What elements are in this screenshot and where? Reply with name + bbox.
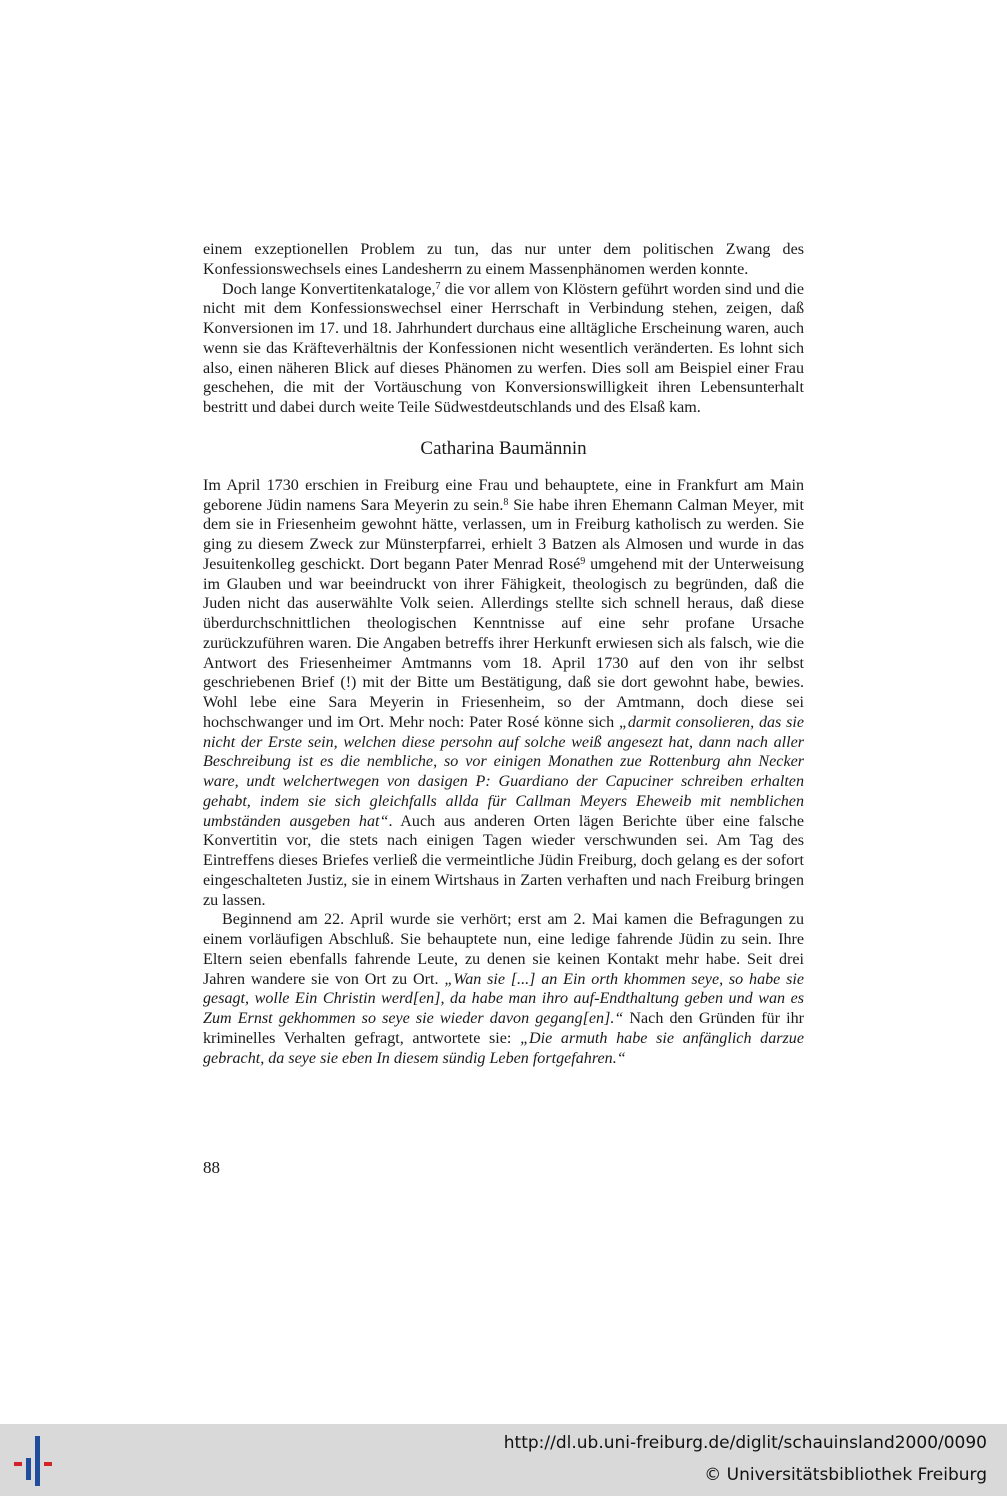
body-paragraph bbox=[203, 240, 804, 280]
section-paragraphs bbox=[203, 476, 804, 1069]
body-paragraph bbox=[203, 476, 804, 911]
footnote-marker: 8 bbox=[503, 496, 509, 508]
text-segment: Nach den Gründen für ihr kriminelles Verhalten gefragt, antwortete sie: bbox=[203, 1010, 805, 1047]
section-heading: Catharina Baumännin bbox=[420, 437, 587, 459]
body-paragraph bbox=[203, 280, 804, 418]
footnote-marker: 9 bbox=[580, 555, 586, 567]
text-segment: Beginnend am 22. April wurde sie verhört; erst am 2. Mai kamen die Befragungen zu einem vorläufigen Abschluß. Sie behauptete nun, eine ledige fahrende Jüdin zu sein. Ihre Eltern seien ebenfalls fahrende Leute, zu denen sie keinen Kontakt mehr habe. Seit drei Jahren wandere sie von Ort zu Ort. bbox=[203, 911, 804, 988]
footnote-marker: 7 bbox=[435, 280, 441, 292]
footer-bar bbox=[0, 1424, 1007, 1496]
body-paragraph bbox=[203, 910, 804, 1068]
ub-freiburg-logo-icon bbox=[12, 1432, 68, 1490]
text-segment: Doch lange Konvertitenkataloge, bbox=[222, 280, 436, 298]
text-segment: umgehend mit der Unterweisung im Glauben und war beeindruckt von ihrer Fähigkeit, theologisch zu begründen, daß die Juden nicht das auserwählte Volk seien. Allerdings stellte sich schnell heraus, daß diese überdurchschnittlichen theologischen Kenntnisse auf eine sehr profane Ursache zurückzuführen waren. Die Angaben betreffs ihrer Herkunft erwiesen sich als falsch, wie die Antwort des Friesenheimer Amtmanns vom 18. April 1730 auf den von ihr selbst geschriebenen Brief (!) mit der Bitte um Bestätigung, daß sie dort gewohnt habe, bewies. Wohl lebe eine Sara Meyerin in Friesenheim, so der Amtmann, doch diese sei hochschwanger und im Ort. Mehr noch: Pater Rosé könne sich bbox=[203, 555, 804, 731]
text-column bbox=[203, 240, 804, 1068]
text-segment: Im April 1730 erschien in Freiburg eine Frau und behauptete, eine in Frankfurt am Main geborene Jüdin namens Sara Meyerin zu sein. bbox=[203, 476, 804, 514]
text-segment: . Auch aus anderen Orten lägen Berichte über eine falsche Konvertitin vor, die stets nach einigen Tagen wieder verschwunden sei. Am Tag des Eintreffens dieses Briefes verließ die vermeintliche Jüdin Freiburg, doch gelang es der sofort eingeschalteten Justiz, sie in einem Wirtshaus in Zarten verhaften und nach Freiburg bringen zu lassen. bbox=[203, 812, 804, 909]
text-segment: die vor allem von Klöstern geführt worden sind und die nicht mit dem Konfessionswechsel einer Herrschaft in Verbindung stehen, zeigen, daß Konversionen im 17. und 18. Jahrhundert durchaus eine alltägliche Erscheinung waren, auch wenn sie das Kräfteverhältnis der Konfessionen nicht wesentlich veränderten. Es lohnt sich also, einen näheren Blick auf dieses Phänomen zu werfen. Dies soll am Beispiel einer Frau geschehen, die mit der Vortäuschung von Konversionswilligkeit ihren Lebensunterhalt bestritt und dabei durch weite Teile Südwestdeutschlands und des Elsaß kam. bbox=[203, 280, 804, 416]
intro-paragraphs bbox=[203, 240, 804, 418]
footer-copyright: © Universitätsbibliothek Freiburg bbox=[704, 1465, 987, 1485]
quotation-text: „darmit consolieren, das sie nicht der Erste sein, welchen diese persohn auf solche weiß angesezt hat, dann nach aller Beschreibung ist es die nembliche, so vor einigen Monathen zue Rottenburg ahn Necker ware, undt welchertwegen von dasigen P: Guardiano der Capuciner schreiben erhalten gehabt, indem sie sich gleichfalls allda für Callman Meyers Eheweib mit nemblichen umbständen ausgeben hat“ bbox=[203, 713, 804, 830]
text-segment: einem exzeptionellen Problem zu tun, das nur unter dem politischen Zwang des Konfessionswechsels eines Landesherrn zu einem Massenphänomen werden konnte. bbox=[203, 241, 804, 278]
quotation-text: „Die armuth habe sie anfänglich darzue gebracht, da seye sie eben In diesem sündig Leben fortgefahren.“ bbox=[203, 1029, 804, 1067]
quotation-text: „Wan sie [...] an Ein orth khommen seye, so habe sie gesagt, wolle Ein Christin werd[en], da habe man ihro auf-Endthaltung geben und wan es Zum Ernst gekhommen so seye sie wieder davon gegang[en].“ bbox=[203, 970, 805, 1027]
page-number: 88 bbox=[203, 1158, 220, 1177]
text-segment: Sie habe ihren Ehemann Calman Meyer, mit dem sie in Friesenheim gewohnt hätte, verlassen, um in Freiburg katholisch zu werden. Sie ging zu diesem Zweck zur Münsterpfarrei, erhielt 3 Batzen als Almosen und wurde in das Jesuitenkolleg geschickt. Dort begann Pater Menrad Rosé bbox=[203, 496, 804, 573]
footer-url-link[interactable]: http://dl.ub.uni-freiburg.de/diglit/schauinsland2000/0090 bbox=[503, 1433, 987, 1453]
